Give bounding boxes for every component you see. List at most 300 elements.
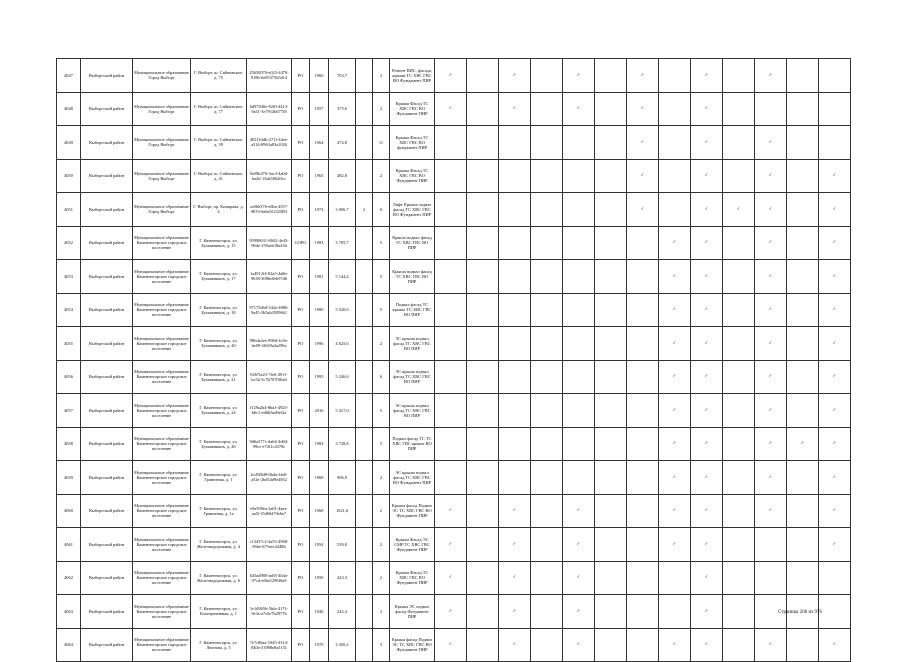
cell-year: 1968 — [310, 461, 329, 495]
cell-guid: ca06b376-e6ba-4557-987d-6a6d31f325B3 — [247, 193, 292, 227]
check-mark-icon: ✓ — [576, 508, 581, 514]
check-cell — [467, 595, 499, 629]
check-cell — [531, 327, 563, 361]
check-mark-icon: ✓ — [832, 474, 837, 480]
check-cell — [595, 595, 627, 629]
cell-area: 539,8 — [329, 528, 356, 562]
cell-ent: 2 — [373, 59, 390, 93]
cell-works: ЭС крыша подвал фасад ТС ХВС ГВС ВО Фундамент ПИР — [390, 461, 435, 495]
cell-district: Выборгский район — [81, 260, 133, 294]
check-cell — [787, 461, 819, 495]
check-cell — [531, 628, 563, 662]
cell-n: 4053 — [57, 260, 81, 294]
check-cell — [819, 427, 851, 461]
cell-year: 1980 — [310, 293, 329, 327]
check-cell — [755, 59, 787, 93]
cell-n: 4060 — [57, 494, 81, 528]
check-cell — [755, 260, 787, 294]
check-cell — [531, 226, 563, 260]
check-cell — [691, 360, 723, 394]
check-cell — [659, 126, 691, 160]
cell-district: Выборгский район — [81, 159, 133, 193]
check-cell — [435, 159, 467, 193]
check-mark-icon: ✓ — [768, 206, 773, 212]
check-cell — [691, 92, 723, 126]
check-cell — [723, 260, 755, 294]
cell-year: 1954 — [310, 528, 329, 562]
check-cell — [499, 561, 531, 595]
check-cell — [435, 628, 467, 662]
check-cell — [755, 92, 787, 126]
check-cell — [467, 461, 499, 495]
check-cell — [819, 327, 851, 361]
check-cell — [563, 628, 595, 662]
cell-ent: 5 — [373, 226, 390, 260]
cell-ent: 2 — [373, 92, 390, 126]
cell-area: 474,8 — [329, 126, 356, 160]
cell-floors — [356, 126, 373, 160]
check-cell — [499, 528, 531, 562]
cell-municipality: Муниципальное образование Каменногорское городское поселение — [133, 260, 191, 294]
cell-owner: РО — [292, 360, 310, 394]
check-cell — [755, 126, 787, 160]
cell-municipality: Муниципальное образование Город Выборг — [133, 159, 191, 193]
check-cell — [659, 360, 691, 394]
table-row — [57, 561, 851, 595]
check-mark-icon: ✓ — [448, 541, 453, 547]
table-row — [57, 427, 851, 461]
cell-area: 242,4 — [329, 595, 356, 629]
check-cell — [723, 327, 755, 361]
cell-works: Крыша фасад Подвал ЭС ТС ХВС ГВС ВО Фундамент ПИР — [390, 494, 435, 528]
check-mark-icon: ✓ — [448, 106, 453, 112]
check-mark-icon: ✓ — [672, 374, 677, 380]
check-mark-icon: ✓ — [768, 139, 773, 145]
cell-district: Выборгский район — [81, 528, 133, 562]
check-cell — [755, 528, 787, 562]
table-row — [57, 159, 851, 193]
check-mark-icon: ✓ — [448, 575, 453, 581]
check-cell — [659, 226, 691, 260]
cell-owner: РО — [292, 394, 310, 428]
check-cell — [691, 628, 723, 662]
check-cell — [787, 193, 819, 227]
check-cell — [499, 360, 531, 394]
check-cell — [435, 59, 467, 93]
cell-n: 4061 — [57, 528, 81, 562]
cell-floors — [356, 260, 373, 294]
cell-works: Крыша Фасад ТС ХВС ГВС ВО фундамент ПИР — [390, 126, 435, 160]
check-cell — [499, 92, 531, 126]
table-row — [57, 92, 851, 126]
cell-district: Выборгский район — [81, 595, 133, 629]
check-mark-icon: ✓ — [704, 441, 709, 447]
check-cell — [819, 461, 851, 495]
check-mark-icon: ✓ — [800, 441, 805, 447]
cell-guid: f129a2b4-8ba3-4925-b6c1-ed6b5ad0ef2a — [247, 394, 292, 428]
check-cell — [819, 126, 851, 160]
cell-address: Г. Каменногорск, ул. Кооперативная, д. 1 — [191, 595, 247, 629]
cell-guid: 95990631-8602-4e43-96de-159aeb18a43b — [247, 226, 292, 260]
cell-owner: РО — [292, 92, 310, 126]
cell-guid: c13437c2-4a55-4968-96be-675eec2448b — [247, 528, 292, 562]
check-cell — [595, 226, 627, 260]
table-row — [57, 628, 851, 662]
check-cell — [595, 628, 627, 662]
check-mark-icon: ✓ — [768, 273, 773, 279]
check-cell — [659, 494, 691, 528]
check-mark-icon: ✓ — [704, 206, 709, 212]
cell-area: 906,9 — [329, 461, 356, 495]
check-cell — [627, 494, 659, 528]
check-cell — [819, 59, 851, 93]
check-mark-icon: ✓ — [768, 441, 773, 447]
check-mark-icon: ✓ — [640, 106, 645, 112]
check-cell — [659, 628, 691, 662]
check-cell — [723, 59, 755, 93]
check-mark-icon: ✓ — [512, 106, 517, 112]
check-mark-icon: ✓ — [704, 608, 709, 614]
check-cell — [563, 360, 595, 394]
cell-works: Крыша ЭС подвал фасад Фундамент ПИР — [390, 595, 435, 629]
check-cell — [531, 92, 563, 126]
cell-owner: РО — [292, 327, 310, 361]
check-cell — [467, 628, 499, 662]
check-cell — [691, 327, 723, 361]
check-cell — [659, 427, 691, 461]
table-row — [57, 494, 851, 528]
cell-n: 4058 — [57, 427, 81, 461]
cell-guid: 98bda2ee-998d-4c9e-be09-4f629a4a296a — [247, 327, 292, 361]
check-cell — [691, 561, 723, 595]
check-cell — [819, 595, 851, 629]
check-cell — [787, 394, 819, 428]
check-mark-icon: ✓ — [448, 608, 453, 614]
cell-works: Ремонт ВИС, фасада, крыши ТС ХВС ГВС ВО Фундамент ПИР — [390, 59, 435, 93]
check-cell — [627, 226, 659, 260]
cell-guid: 0267fa23-7fe6-4911-bc52-3c7b7070fbdd — [247, 360, 292, 394]
check-cell — [563, 327, 595, 361]
cell-guid: 97175d6d-342a-4086-9a45-3b5ab3599661 — [247, 293, 292, 327]
check-mark-icon: ✓ — [768, 173, 773, 179]
cell-floors — [356, 427, 373, 461]
cell-guid: 2cd5f8d8-0bda-4fa0-a52e-2bd54d9e4852 — [247, 461, 292, 495]
check-mark-icon: ✓ — [832, 240, 837, 246]
check-mark-icon: ✓ — [448, 72, 453, 78]
check-mark-icon: ✓ — [832, 441, 837, 447]
check-cell — [659, 595, 691, 629]
check-cell — [627, 561, 659, 595]
cell-ent: 2 — [373, 159, 390, 193]
check-cell — [563, 226, 595, 260]
cell-works: Подвал фасад ТС ТС ХВС ГВС крыша ВО ПИР — [390, 427, 435, 461]
cell-district: Выборгский район — [81, 193, 133, 227]
check-cell — [499, 193, 531, 227]
check-cell — [435, 327, 467, 361]
cell-district: Выборгский район — [81, 59, 133, 93]
check-cell — [563, 260, 595, 294]
check-cell — [691, 126, 723, 160]
check-mark-icon: ✓ — [512, 608, 517, 614]
cell-n: 4056 — [57, 360, 81, 394]
check-cell — [819, 360, 851, 394]
check-mark-icon: ✓ — [512, 642, 517, 648]
check-mark-icon: ✓ — [672, 441, 677, 447]
table-row — [57, 226, 851, 260]
cell-year: 1970 — [310, 628, 329, 662]
check-cell — [691, 595, 723, 629]
check-mark-icon: ✓ — [704, 240, 709, 246]
check-cell — [659, 92, 691, 126]
check-cell — [627, 260, 659, 294]
check-mark-icon: ✓ — [768, 474, 773, 480]
cell-year: 1965 — [310, 159, 329, 193]
check-cell — [627, 461, 659, 495]
check-cell — [691, 528, 723, 562]
cell-area: 5 417,0 — [329, 394, 356, 428]
check-cell — [467, 92, 499, 126]
cell-municipality: Муниципальное образование Город Выборг — [133, 92, 191, 126]
cell-owner: РО — [292, 59, 310, 93]
check-mark-icon: ✓ — [832, 407, 837, 413]
cell-guid: 9d6a377c-da64-4d04-99ce-e74f1c4378c — [247, 427, 292, 461]
cell-municipality: Муниципальное образование Каменногорское городское поселение — [133, 628, 191, 662]
check-cell — [531, 494, 563, 528]
cell-district: Выборгский район — [81, 427, 133, 461]
check-cell — [467, 561, 499, 595]
cell-owner: РО — [292, 159, 310, 193]
check-cell — [819, 494, 851, 528]
table-row — [57, 193, 851, 227]
check-cell — [435, 427, 467, 461]
check-mark-icon: ✓ — [704, 106, 709, 112]
check-cell — [787, 628, 819, 662]
check-cell — [595, 394, 627, 428]
cell-floors — [356, 360, 373, 394]
check-cell — [659, 159, 691, 193]
cell-works: ЭС крыша подвал фасад ТС ХВС ГВС ВО ПИР — [390, 394, 435, 428]
check-cell — [723, 394, 755, 428]
check-cell — [531, 561, 563, 595]
check-mark-icon: ✓ — [704, 508, 709, 514]
cell-floors — [356, 461, 373, 495]
check-mark-icon: ✓ — [512, 575, 517, 581]
check-cell — [467, 193, 499, 227]
cell-year: 1968 — [310, 494, 329, 528]
cell-n: 4064 — [57, 628, 81, 662]
cell-area: 3 006,7 — [329, 193, 356, 227]
check-cell — [531, 461, 563, 495]
table-row — [57, 59, 851, 93]
cell-area: 5 144,4 — [329, 260, 356, 294]
check-cell — [819, 561, 851, 595]
cell-owner: РО — [292, 293, 310, 327]
cell-ent: 2 — [373, 327, 390, 361]
check-cell — [627, 628, 659, 662]
cell-area: 1021,6 — [329, 494, 356, 528]
check-cell — [467, 126, 499, 160]
table-row — [57, 293, 851, 327]
cell-district: Выборгский район — [81, 561, 133, 595]
cell-owner: РО — [292, 126, 310, 160]
check-cell — [435, 528, 467, 562]
cell-ent: 6 — [373, 360, 390, 394]
cell-owner: РО — [292, 494, 310, 528]
cell-floors — [356, 327, 373, 361]
check-cell — [723, 595, 755, 629]
check-cell — [499, 59, 531, 93]
cell-district: Выборгский район — [81, 226, 133, 260]
check-mark-icon: ✓ — [704, 474, 709, 480]
table-row — [57, 360, 851, 394]
cell-address: Г. Каменногорск, ул. Леонова, д. 5 — [191, 628, 247, 662]
check-cell — [723, 126, 755, 160]
check-mark-icon: ✓ — [512, 72, 517, 78]
check-cell — [723, 461, 755, 495]
check-cell — [691, 159, 723, 193]
check-cell — [723, 226, 755, 260]
cell-ent: 2 — [373, 494, 390, 528]
check-cell — [595, 327, 627, 361]
check-cell — [819, 193, 851, 227]
check-mark-icon: ✓ — [704, 642, 709, 648]
check-cell — [691, 293, 723, 327]
check-mark-icon: ✓ — [672, 340, 677, 346]
cell-address: Г. Выборг, ш. Сайменское, д. 41 — [191, 159, 247, 193]
check-cell — [531, 59, 563, 93]
check-cell — [723, 293, 755, 327]
cell-ent: 5 — [373, 427, 390, 461]
cell-n: 4057 — [57, 394, 81, 428]
cell-address: Г. Каменногорск, ул. Гранитная, д. 1а — [191, 494, 247, 528]
cell-year: 1984 — [310, 427, 329, 461]
check-cell — [499, 427, 531, 461]
check-cell — [819, 226, 851, 260]
cell-district: Выборгский район — [81, 92, 133, 126]
check-cell — [627, 360, 659, 394]
check-cell — [659, 461, 691, 495]
check-mark-icon: ✓ — [672, 307, 677, 313]
check-cell — [787, 360, 819, 394]
check-cell — [659, 260, 691, 294]
cell-address: Г. Каменногорск, ул. Бумажников, д. 24 — [191, 394, 247, 428]
check-cell — [787, 427, 819, 461]
cell-n: 4063 — [57, 595, 81, 629]
check-mark-icon: ✓ — [832, 508, 837, 514]
check-mark-icon: ✓ — [448, 508, 453, 514]
cell-year: 1940 — [310, 595, 329, 629]
check-cell — [499, 226, 531, 260]
cell-year: 1995 — [310, 360, 329, 394]
cell-district: Выборгский район — [81, 461, 133, 495]
check-cell — [467, 494, 499, 528]
check-cell — [723, 561, 755, 595]
cell-works: Лифт Крыша подвал фасад ТС ХВС ГВС ВО Фундамент ПИР — [390, 193, 435, 227]
table-row — [57, 126, 851, 160]
check-cell — [691, 59, 723, 93]
check-cell — [595, 427, 627, 461]
check-cell — [755, 360, 787, 394]
check-cell — [787, 92, 819, 126]
check-cell — [787, 126, 819, 160]
check-mark-icon: ✓ — [736, 206, 741, 212]
check-mark-icon: ✓ — [672, 642, 677, 648]
check-mark-icon: ✓ — [768, 307, 773, 313]
check-cell — [755, 193, 787, 227]
check-cell — [691, 394, 723, 428]
cell-floors: 2 — [356, 193, 373, 227]
check-mark-icon: ✓ — [640, 173, 645, 179]
check-cell — [787, 528, 819, 562]
table-body — [57, 59, 851, 662]
check-cell — [595, 461, 627, 495]
check-mark-icon: ✓ — [768, 72, 773, 78]
cell-municipality: Муниципальное образование Каменногорское городское поселение — [133, 494, 191, 528]
check-cell — [435, 193, 467, 227]
check-mark-icon: ✓ — [768, 340, 773, 346]
cell-floors — [356, 528, 373, 562]
cell-guid: 1e1d965b-5bfa-4171-9e3a-a7c0e7b2977b — [247, 595, 292, 629]
check-cell — [755, 394, 787, 428]
check-mark-icon: ✓ — [768, 407, 773, 413]
check-cell — [531, 360, 563, 394]
check-mark-icon: ✓ — [672, 407, 677, 413]
check-cell — [755, 461, 787, 495]
check-mark-icon: ✓ — [832, 206, 837, 212]
cell-area: 423,3 — [329, 561, 356, 595]
check-cell — [499, 628, 531, 662]
check-cell — [755, 159, 787, 193]
check-cell — [819, 293, 851, 327]
cell-floors — [356, 293, 373, 327]
cell-floors — [356, 628, 373, 662]
check-mark-icon: ✓ — [768, 508, 773, 514]
cell-guid: 6d97840e-82f0-4413-9a51-3e7914b077f8 — [247, 92, 292, 126]
check-cell — [467, 59, 499, 93]
cell-district: Выборгский район — [81, 360, 133, 394]
cell-area: 3 450,2 — [329, 628, 356, 662]
check-cell — [499, 293, 531, 327]
cell-n: 4050 — [57, 159, 81, 193]
check-mark-icon: ✓ — [832, 273, 837, 279]
cell-municipality: Муниципальное образование Город Выборг — [133, 126, 191, 160]
cell-floors — [356, 394, 373, 428]
page-footer: Страница 206 из 976 — [778, 610, 822, 615]
check-cell — [563, 193, 595, 227]
cell-ent: 5 — [373, 394, 390, 428]
cell-district: Выборгский район — [81, 327, 133, 361]
check-cell — [435, 126, 467, 160]
check-cell — [659, 193, 691, 227]
check-cell — [723, 528, 755, 562]
cell-guid: 1a4912f4-82a5-4a6b-9638-308be0eb97d6 — [247, 260, 292, 294]
cell-area: 5 520,6 — [329, 293, 356, 327]
cell-ent: 2 — [373, 461, 390, 495]
cell-year: 1996 — [310, 327, 329, 361]
cell-address: Г. Выборг, ш. Сайменское, д. 39 — [191, 126, 247, 160]
cell-floors — [356, 159, 373, 193]
check-cell — [627, 92, 659, 126]
cell-owner: РО — [292, 193, 310, 227]
check-cell — [659, 528, 691, 562]
check-cell — [563, 59, 595, 93]
check-cell — [819, 260, 851, 294]
check-cell — [627, 293, 659, 327]
check-cell — [467, 394, 499, 428]
check-cell — [659, 394, 691, 428]
check-mark-icon: ✓ — [576, 106, 581, 112]
cell-floors — [356, 59, 373, 93]
